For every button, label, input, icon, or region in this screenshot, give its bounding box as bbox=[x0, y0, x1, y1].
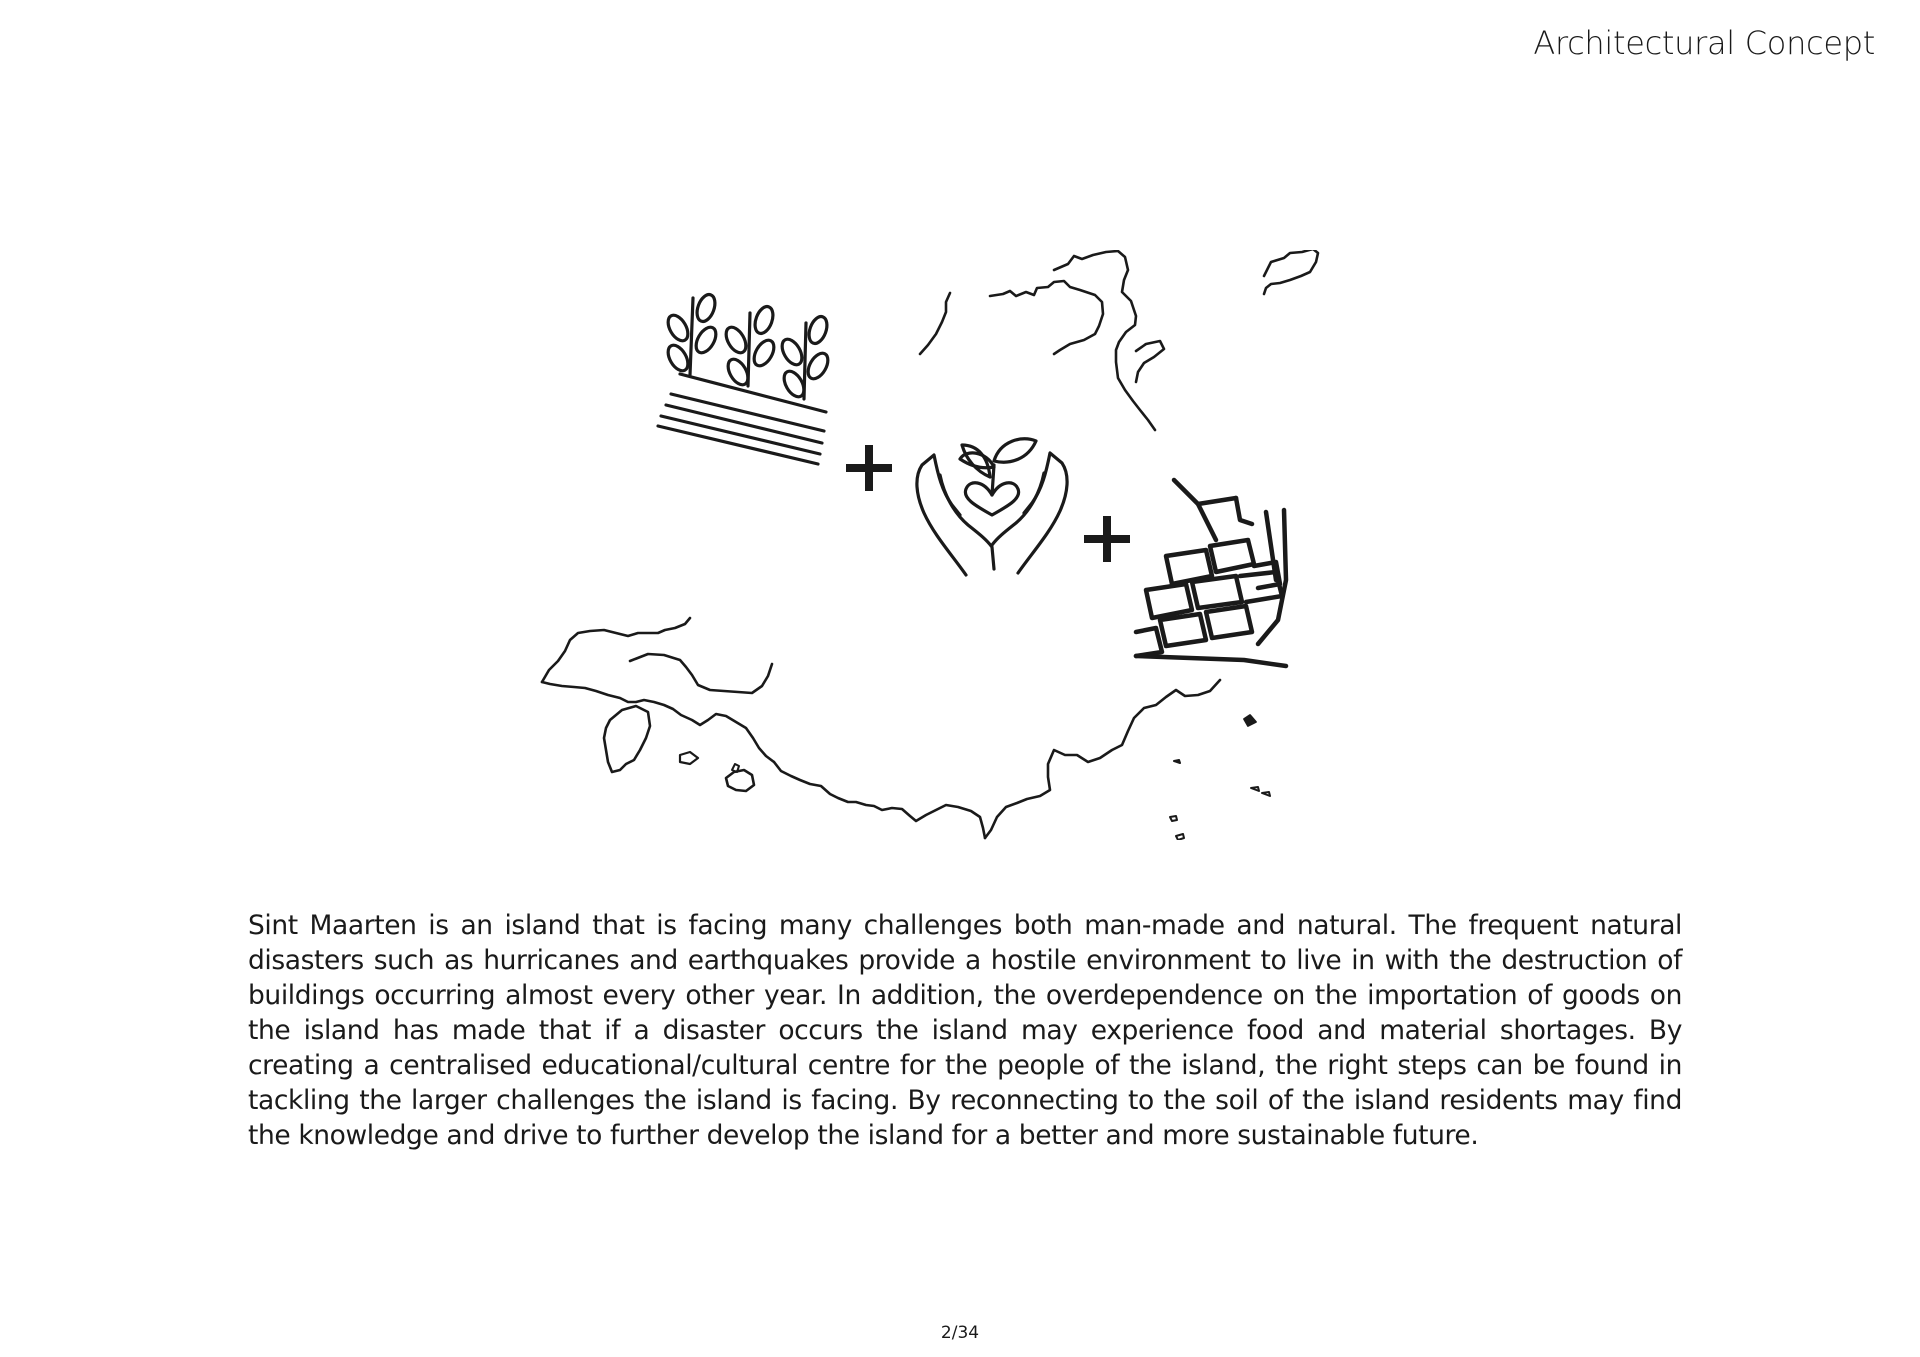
island-map-icon bbox=[542, 250, 1318, 840]
plus-icon bbox=[846, 445, 892, 491]
hands-sprout-icon bbox=[917, 439, 1067, 575]
page-title: Architectural Concept bbox=[1533, 24, 1875, 62]
brick-wall-scaffold-icon bbox=[1136, 480, 1286, 666]
concept-illustration bbox=[540, 250, 1390, 840]
page-number: 2/34 bbox=[940, 1323, 980, 1343]
concept-paragraph: Sint Maarten is an island that is facing many challenges both man-made and natural. The frequent natural disasters such as hurricanes and earthquakes provide a hostile environment to live in with the destruction of buildings occurring almost every other year. In addition, the overdependence on the importation of goods on the island has made that if a disaster occurs the island may experience food and material shortages. By creating a centralised educational/cultural centre for the people of the island, the right steps can be found in tackling the larger challenges the island is facing. By reconnecting to the soil of the island residents may find the knowledge and drive to further develop the island for a better and more sustainable future. bbox=[248, 910, 1682, 1151]
farmland-crops-icon bbox=[658, 292, 832, 464]
plus-icon bbox=[1084, 516, 1130, 562]
